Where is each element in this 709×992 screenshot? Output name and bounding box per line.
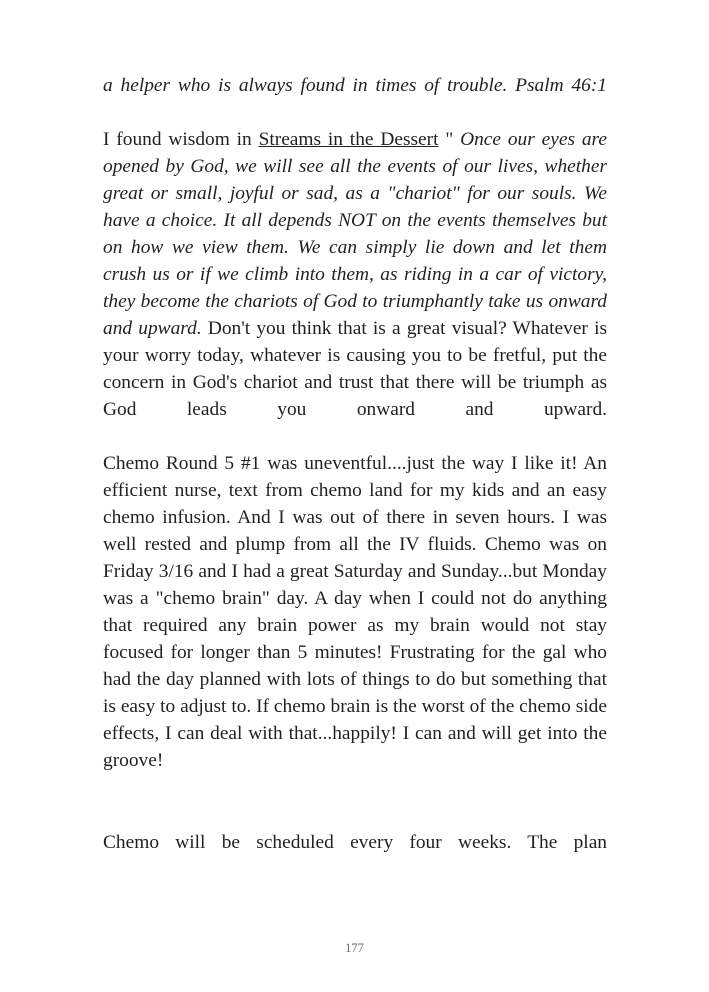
- body-text-column: [103, 72, 607, 883]
- wisdom-lead-text: I found wisdom in: [103, 129, 259, 150]
- paragraph-chemo-schedule: Chemo will be scheduled every four weeks. The plan: [103, 832, 607, 853]
- book-title-link: Streams in the Dessert: [258, 129, 439, 150]
- quote-open-mark: ": [438, 129, 461, 150]
- paragraph-chemo-round-five: Chemo Round 5 #1 was uneventful....just the way I like it! An efficient nurse, text from chemo land for my kids and an easy chemo infusion. And I was out of there in seven hours. I was well rested and plump from all the IV fluids. Chemo was on Friday 3/16 and I had a great Saturday and Sunday...but Monday was a "chemo brain" day. A day when I could not do anything that required any brain power as my brain would not stay focused for longer than 5 minutes! Frustrating for the gal who had the day planned with lots of things to do but something that is easy to adjust to. If chemo brain is the worst of the chemo side effects, I can deal with that...happily! I can and will get into the groove!: [103, 453, 607, 771]
- paragraph-scripture-verse: a helper who is always found in times of trouble. Psalm 46:1: [103, 75, 607, 96]
- quote-commentary-text: Don't you think that is a great visual? Whatever is your worry today, whatever is causing you to be fretful, put the concern in God's chariot and trust that there will be triumph as God leads you onward and upward.: [103, 318, 607, 420]
- paragraph-wisdom-quote: [103, 126, 607, 450]
- quote-body-text: Once our eyes are opened by God, we will see all the events of our lives, whether great or small, joyful or sad, as a "chariot" for our souls. We have a choice. It all depends NOT on the events themselves but on how we view them. We can simply lie down and let them crush us or if we climb into them, as riding in a car of victory, they become the chariots of God to triumphantly take us onward and upward.: [103, 129, 607, 339]
- page-number: 177: [345, 941, 364, 955]
- paragraph-spacer: [103, 801, 607, 829]
